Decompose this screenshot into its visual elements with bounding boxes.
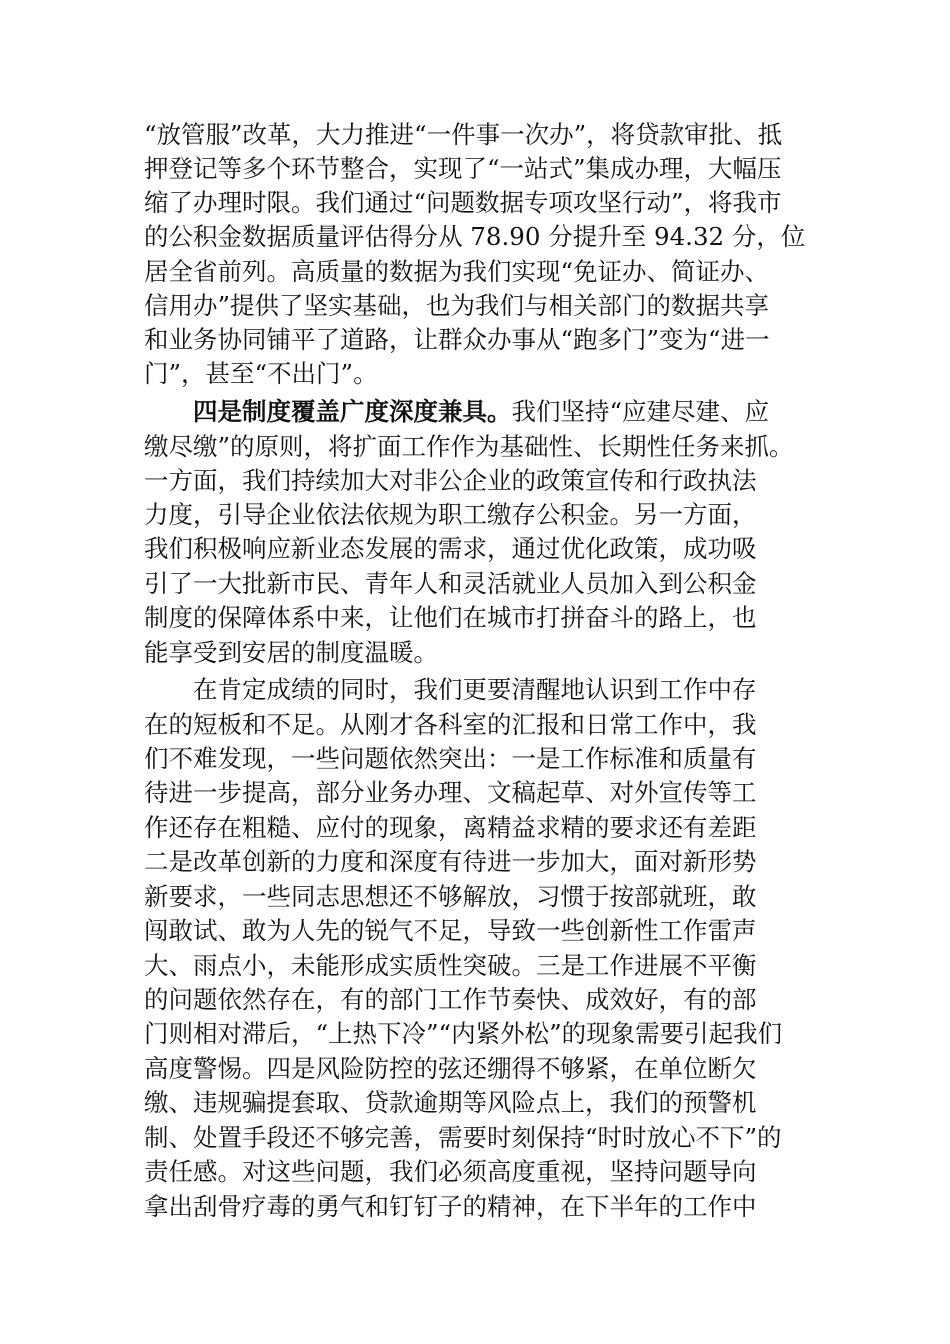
text-line: “放管服”改革，大力推进“一件事一次办”，将贷款审批、抵	[144, 120, 783, 149]
text-line: 的公积金数据质量评估得分从 78.90 分提升至 94.32 分，位	[144, 222, 806, 251]
text-line: 缴尽缴”的原则，将扩面工作作为基础性、长期性任务来抓。	[144, 432, 794, 461]
paragraph-heading-line	[193, 395, 769, 429]
text-line: 居全省前列。高质量的数据为我们实现“免证办、简证办、	[144, 257, 770, 286]
text-line: 们不难发现，一些问题依然突出：一是工作标准和质量有	[144, 744, 757, 773]
text-line: 缴、违规骗提套取、贷款逾期等风险点上，我们的预警机	[144, 1088, 757, 1117]
text-line: 高度警惕。四是风险防控的弦还绷得不够紧，在单位断欠	[144, 1054, 757, 1083]
text-line: 制度的保障体系中来，让他们在城市打拼奋斗的路上，也	[144, 603, 757, 632]
text-line: 大、雨点小，未能形成实质性突破。三是工作进展不平衡	[144, 951, 757, 980]
text-line: 我们积极响应新业态发展的需求，通过优化政策，成功吸	[144, 534, 757, 563]
section-heading-4: 四是制度覆盖广度深度兼具。	[193, 397, 512, 426]
text-line: 门则相对滞后，“上热下冷”“内紧外松”的现象需要引起我们	[144, 1019, 783, 1048]
text-line: 能享受到安居的制度温暖。	[144, 638, 438, 667]
text-line: 和业务协同铺平了道路，让群众办事从“跑多门”变为“进一	[144, 325, 770, 354]
text-line: 待进一步提高，部分业务办理、文稿起草、对外宣传等工	[144, 778, 757, 807]
text-line: 缩了办理时限。我们通过“问题数据专项攻坚行动”，将我市	[144, 188, 782, 217]
text-line: 作还存在粗糙、应付的现象，离精益求精的要求还有差距	[144, 813, 757, 842]
text-line: 闯敢试、敢为人先的锐气不足，导致一些创新性工作雷声	[144, 916, 757, 945]
text-line: 信用办”提供了坚实基础，也为我们与相关部门的数据共享	[144, 291, 770, 320]
text-line: 新要求，一些同志思想还不够解放，习惯于按部就班，敢	[144, 882, 757, 911]
text-line: 责任感。对这些问题，我们必须高度重视，坚持问题导向	[144, 1157, 757, 1186]
text-line: 在肯定成绩的同时，我们更要清醒地认识到工作中存	[193, 675, 757, 704]
text-line: 制、处置手段还不够完善，需要时刻保持“时时放心不下”的	[144, 1123, 782, 1152]
text-line: 的问题依然存在，有的部门工作节奏快、成效好，有的部	[144, 985, 757, 1014]
text-line: 押登记等多个环节整合，实现了“一站式”集成办理，大幅压	[144, 154, 782, 183]
text-line: 引了一大批新市民、青年人和灵活就业人员加入到公积金	[144, 569, 757, 598]
text-line: 二是改革创新的力度和深度有待进一步加大，面对新形势	[144, 847, 757, 876]
text-line: 拿出刮骨疗毒的勇气和钉钉子的精神，在下半年的工作中	[144, 1192, 757, 1221]
text-line: 门”，甚至“不出门”。	[144, 359, 378, 388]
text-line: 力度，引导企业依法依规为职工缴存公积金。另一方面，	[144, 500, 757, 529]
text-run: 我们坚持“应建尽建、应	[511, 397, 770, 426]
text-line: 在的短板和不足。从刚才各科室的汇报和日常工作中，我	[144, 710, 757, 739]
text-line: 一方面，我们持续加大对非公企业的政策宣传和行政执法	[144, 466, 757, 495]
